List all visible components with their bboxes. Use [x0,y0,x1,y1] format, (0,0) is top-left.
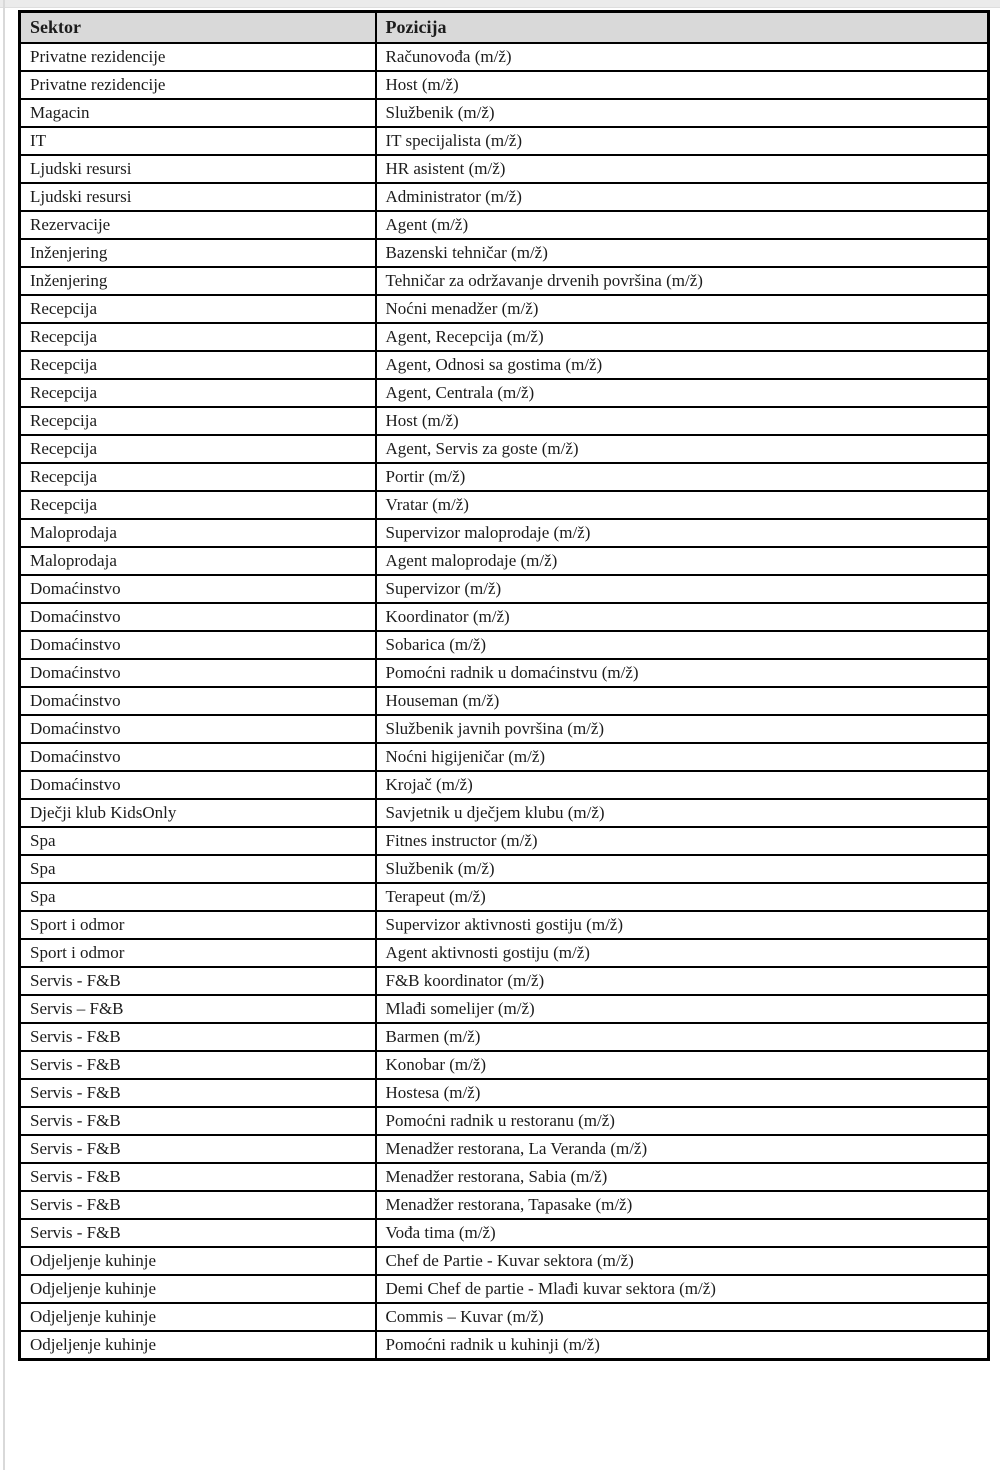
pozicija-cell: Vratar (m/ž) [376,491,989,519]
pozicija-cell: Pomoćni radnik u kuhinji (m/ž) [376,1331,989,1360]
sektor-cell: Servis - F&B [20,1163,376,1191]
pozicija-cell: Bazenski tehničar (m/ž) [376,239,989,267]
pozicija-cell: Pomoćni radnik u domaćinstvu (m/ž) [376,659,989,687]
table-row [20,155,989,183]
pozicija-cell: Konobar (m/ž) [376,1051,989,1079]
sektor-cell: Privatne rezidencije [20,71,376,99]
table-row [20,1275,989,1303]
pozicija-cell: Vođa tima (m/ž) [376,1219,989,1247]
sektor-cell: Recepcija [20,295,376,323]
pozicija-cell: Mlađi somelijer (m/ž) [376,995,989,1023]
sektor-cell: Sport i odmor [20,939,376,967]
pozicija-cell: Barmen (m/ž) [376,1023,989,1051]
pozicija-cell: HR asistent (m/ž) [376,155,989,183]
sektor-cell: Spa [20,855,376,883]
table-row [20,323,989,351]
sektor-cell: Odjeljenje kuhinje [20,1275,376,1303]
table-row [20,967,989,995]
table-row [20,99,989,127]
table-row [20,435,989,463]
pozicija-cell: Portir (m/ž) [376,463,989,491]
sektor-cell: Maloprodaja [20,519,376,547]
sektor-cell: Domaćinstvo [20,715,376,743]
sektor-cell: Privatne rezidencije [20,43,376,71]
table-row [20,1191,989,1219]
pozicija-cell: Službenik (m/ž) [376,99,989,127]
sektor-cell: Odjeljenje kuhinje [20,1303,376,1331]
table-row [20,1023,989,1051]
pozicija-cell: Noćni higijeničar (m/ž) [376,743,989,771]
table-row [20,603,989,631]
pozicija-cell: Računovođa (m/ž) [376,43,989,71]
sektor-cell: Inženjering [20,239,376,267]
sektor-cell: Domaćinstvo [20,575,376,603]
table-row [20,995,989,1023]
table-row [20,1135,989,1163]
sektor-cell: Odjeljenje kuhinje [20,1247,376,1275]
sektor-cell: Magacin [20,99,376,127]
sektor-cell: IT [20,127,376,155]
sektor-cell: Rezervacije [20,211,376,239]
table-row [20,519,989,547]
table-row [20,631,989,659]
table-row [20,771,989,799]
sektor-cell: Servis - F&B [20,1219,376,1247]
table-body [20,43,989,1360]
sektor-cell: Recepcija [20,491,376,519]
sektor-cell: Recepcija [20,407,376,435]
table-header-row [20,12,989,44]
sektor-cell: Domaćinstvo [20,771,376,799]
pozicija-cell: Host (m/ž) [376,71,989,99]
sektor-cell: Domaćinstvo [20,631,376,659]
sektor-cell: Odjeljenje kuhinje [20,1331,376,1360]
pozicija-cell: Menadžer restorana, Sabia (m/ž) [376,1163,989,1191]
pozicija-cell: Host (m/ž) [376,407,989,435]
pozicija-cell: Commis – Kuvar (m/ž) [376,1303,989,1331]
table-row [20,743,989,771]
table-row [20,1219,989,1247]
pozicija-cell: Supervizor aktivnosti gostiju (m/ž) [376,911,989,939]
pozicija-cell: Tehničar za održavanje drvenih površina (m/ž) [376,267,989,295]
table-row [20,239,989,267]
pozicija-cell: Menadžer restorana, La Veranda (m/ž) [376,1135,989,1163]
pozicija-cell: Hostesa (m/ž) [376,1079,989,1107]
pozicija-cell: Agent maloprodaje (m/ž) [376,547,989,575]
pozicija-cell: Savjetnik u dječjem klubu (m/ž) [376,799,989,827]
pozicija-cell: Fitnes instructor (m/ž) [376,827,989,855]
pozicija-cell: Supervizor maloprodaje (m/ž) [376,519,989,547]
sektor-cell: Ljudski resursi [20,155,376,183]
sektor-cell: Recepcija [20,351,376,379]
scan-artifact-top-strip [0,0,1000,8]
column-header-pozicija: Pozicija [376,12,989,44]
pozicija-cell: Menadžer restorana, Tapasake (m/ž) [376,1191,989,1219]
sektor-cell: Domaćinstvo [20,659,376,687]
sektor-cell: Sport i odmor [20,911,376,939]
table-row [20,659,989,687]
pozicija-cell: Administrator (m/ž) [376,183,989,211]
table-row [20,827,989,855]
sektor-cell: Ljudski resursi [20,183,376,211]
sektor-cell: Spa [20,827,376,855]
pozicija-cell: Demi Chef de partie - Mlađi kuvar sektora (m/ž) [376,1275,989,1303]
sektor-cell: Maloprodaja [20,547,376,575]
table-row [20,71,989,99]
table-row [20,1079,989,1107]
sektor-cell: Recepcija [20,463,376,491]
table-row [20,379,989,407]
sektor-cell: Dječji klub KidsOnly [20,799,376,827]
pozicija-cell: Chef de Partie - Kuvar sektora (m/ž) [376,1247,989,1275]
table-row [20,939,989,967]
pozicija-cell: Krojač (m/ž) [376,771,989,799]
pozicija-cell: Pomoćni radnik u restoranu (m/ž) [376,1107,989,1135]
sektor-cell: Servis - F&B [20,1107,376,1135]
sektor-cell: Servis - F&B [20,1079,376,1107]
sektor-cell: Domaćinstvo [20,743,376,771]
table-row [20,267,989,295]
pozicija-cell: Noćni menadžer (m/ž) [376,295,989,323]
sektor-cell: Recepcija [20,323,376,351]
pozicija-cell: Službenik (m/ž) [376,855,989,883]
table-row [20,1247,989,1275]
sektor-cell: Servis - F&B [20,1191,376,1219]
pozicija-cell: Houseman (m/ž) [376,687,989,715]
sektor-cell: Spa [20,883,376,911]
sektor-cell: Domaćinstvo [20,687,376,715]
positions-table [18,10,990,1361]
table-row [20,687,989,715]
table-row [20,575,989,603]
table-row [20,1303,989,1331]
sektor-cell: Recepcija [20,379,376,407]
pozicija-cell: Terapeut (m/ž) [376,883,989,911]
pozicija-cell: Supervizor (m/ž) [376,575,989,603]
sektor-cell: Recepcija [20,435,376,463]
pozicija-cell: Službenik javnih površina (m/ž) [376,715,989,743]
pozicija-cell: Agent aktivnosti gostiju (m/ž) [376,939,989,967]
pozicija-cell: Agent, Servis za goste (m/ž) [376,435,989,463]
sektor-cell: Servis - F&B [20,1135,376,1163]
pozicija-cell: IT specijalista (m/ž) [376,127,989,155]
pozicija-cell: Agent, Odnosi sa gostima (m/ž) [376,351,989,379]
table-row [20,407,989,435]
pozicija-cell: Agent, Centrala (m/ž) [376,379,989,407]
table-row [20,127,989,155]
sektor-cell: Servis - F&B [20,1023,376,1051]
sektor-cell: Servis – F&B [20,995,376,1023]
table-row [20,295,989,323]
sektor-cell: Inženjering [20,267,376,295]
table-row [20,1331,989,1360]
sektor-cell: Servis - F&B [20,1051,376,1079]
table-row [20,211,989,239]
pozicija-cell: Koordinator (m/ž) [376,603,989,631]
pozicija-cell: F&B koordinator (m/ž) [376,967,989,995]
sektor-cell: Domaćinstvo [20,603,376,631]
table-row [20,491,989,519]
table-row [20,183,989,211]
pozicija-cell: Agent (m/ž) [376,211,989,239]
pozicija-cell: Sobarica (m/ž) [376,631,989,659]
table-row [20,547,989,575]
table-row [20,715,989,743]
pozicija-cell: Agent, Recepcija (m/ž) [376,323,989,351]
table-row [20,855,989,883]
scan-artifact-left-line [3,0,5,1470]
table-row [20,43,989,71]
table-row [20,1107,989,1135]
table-row [20,463,989,491]
sektor-cell: Servis - F&B [20,967,376,995]
column-header-sektor: Sektor [20,12,376,44]
table-row [20,351,989,379]
table-row [20,1051,989,1079]
table-row [20,1163,989,1191]
table-row [20,883,989,911]
table-row [20,911,989,939]
table-row [20,799,989,827]
